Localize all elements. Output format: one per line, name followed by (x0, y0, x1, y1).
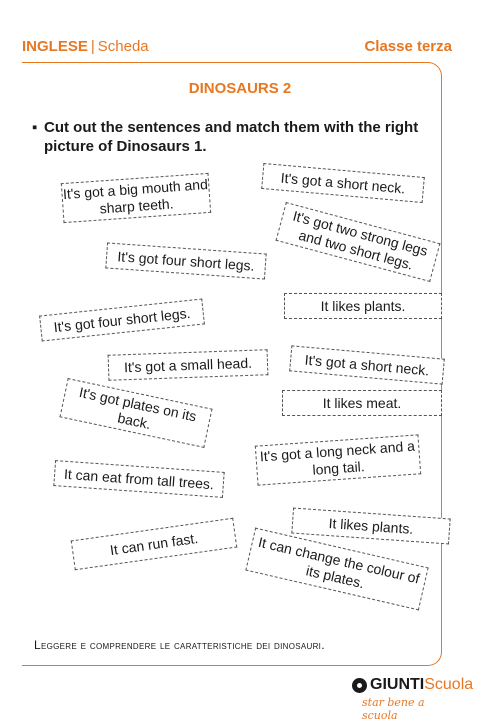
sentence-card: It's got four short legs. (39, 298, 205, 341)
instruction: ▪ Cut out the sentences and match them with the right picture of Dinosaurs 1. (32, 119, 419, 155)
sentence-card: It's got two strong legs and two short legs. (276, 202, 441, 282)
giunti-scuola-logo: GIUNTIScuola star bene a scuola (352, 676, 462, 716)
sentence-card: It can eat from tall trees. (53, 460, 224, 498)
sentence-card: It's got a long neck and a long tail. (255, 434, 421, 485)
sentence-card: It's got four short legs. (105, 242, 266, 279)
footer-note: Leggere e comprendere le caratteristiche dei dinosauri. (34, 638, 325, 652)
bullet-icon: ▪ (32, 119, 38, 136)
giunti-g-icon (352, 678, 367, 693)
page-header (22, 38, 452, 60)
sentence-card: It likes plants. (284, 293, 442, 319)
grade-label: Classe terza (364, 38, 452, 55)
sentence-card: It likes plants. (291, 508, 450, 545)
sentence-card: It's got a big mouth and sharp teeth. (61, 173, 211, 223)
sentence-card: It can change the colour of its plates. (245, 528, 428, 611)
worksheet-title: DINOSAURS 2 (188, 80, 292, 97)
sentence-card: It's got a short neck. (289, 345, 445, 384)
sentence-card: It's got plates on its back. (59, 378, 212, 448)
logo-tagline: star bene a scuola (362, 696, 425, 722)
sentence-card: It's got a small head. (108, 349, 269, 381)
sentence-card: It can run fast. (71, 518, 238, 571)
subject-label: INGLESE | Scheda (22, 38, 149, 55)
sentence-card: It's got a short neck. (261, 163, 425, 203)
sentence-card: It likes meat. (282, 390, 442, 416)
